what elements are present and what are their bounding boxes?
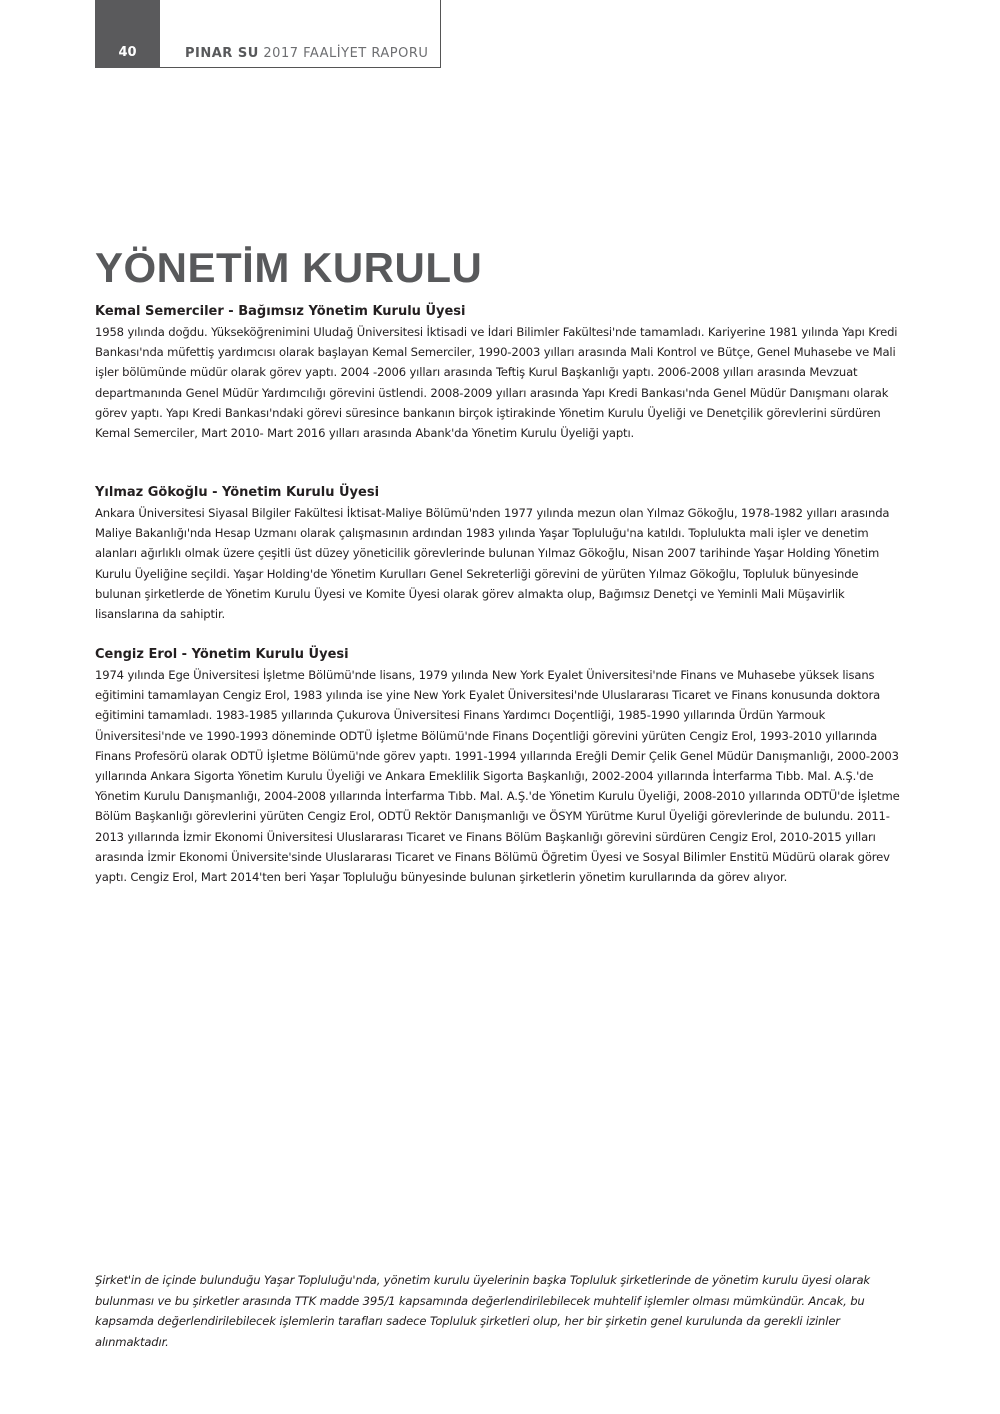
footnote: Şirket'in de içinde bulunduğu Yaşar Topluluğu'nda, yönetim kurulu üyelerinin başka Topluluk şirketlerinde de yönetim kurulu üyesi olarak bulunması ve bu şirketler arasında TTK madde 395/1 kapsamında değerlendirilebilecek muhtelif işlemler olması mümkündür. Ancak, bu kapsamda değerlendirilebilecek işlemlerin tarafları sadece Topluluk şirketleri olup, her bir şirketin genel kurulunda da gerekli izinler alınmaktadır.	[95, 1273, 870, 1349]
report-title	[185, 46, 428, 61]
report-subtitle: 2017 FAALİYET RAPORU	[258, 46, 429, 61]
member-bio: Ankara Üniversitesi Siyasal Bilgiler Fakültesi İktisat-Maliye Bölümü'nden 1977 yılında mezun olan Yılmaz Gökoğlu, 1978-1982 yılları arasında Maliye Bakanlığı'nda Hesap Uzmanı olarak çalışmasının ardından 1983 yılında Yaşar Topluluğu'na katıldı. Toplulukta mali işler ve denetim alanları ağırlıklı olmak üzere çeşitli üst düzey yöneticilik görevlerinde bulunan Yılmaz Gökoğlu, Nisan 2007 tarihinde Yaşar Holding Yönetim Kurulu Üyeliğine seçildi. Yaşar Holding'de Yönetim Kurulları Genel Sekreterliği görevini de yürüten Yılmaz Gökoğlu, Topluluk bünyesinde bulunan şirketlerde de Yönetim Kurulu Üyesi ve Komite Üyesi olarak görev almakta olup, Bağımsız Denetçi ve Yeminli Mali Müşavirlik lisanslarına da sahiptir.	[95, 506, 890, 622]
report-brand: PINAR SU	[185, 46, 259, 61]
page-title: YÖNETİM KURULU	[95, 244, 483, 291]
member-section	[95, 645, 905, 887]
member-section	[95, 302, 905, 443]
member-heading: Yılmaz Gökoğlu - Yönetim Kurulu Üyesi	[95, 485, 380, 500]
member-heading: Kemal Semerciler - Bağımsız Yönetim Kurulu Üyesi	[95, 304, 466, 319]
member-bio: 1974 yılında Ege Üniversitesi İşletme Bölümü'nde lisans, 1979 yılında New York Eyalet Üniversitesi'nde Finans ve Muhasebe yüksek lisans eğitimini tamamlayan Cengiz Erol, 1983 yılında ise yine New York Eyalet Üniversitesi'nde Uluslararası Ticaret ve Finans konusunda doktora eğitimini tamamladı. 1983-1985 yıllarında Çukurova Üniversitesi Finans Yardımcı Doçentliği, 1985-1990 yıllarında Ürdün Yarmouk Üniversitesi'nde ve 1990-1993 döneminde ODTÜ İşletme Bölümü'nde Finans Doçentliği görevini yürüten Cengiz Erol, 1993-2010 yıllarında Finans Profesörü olarak ODTÜ İşletme Bölümü'nde görev yaptı. 1991-1994 yıllarında Ereğli Demir Çelik Genel Müdür Danışmanlığı, 2000-2003 yıllarında Ankara Sigorta Yönetim Kurulu Üyeliği ve Ankara Emeklilik Sigorta Başkanlığı, 2002-2004 yıllarında İnterfarma Tıbb. Mal. A.Ş.'de Yönetim Kurulu Danışmanlığı, 2004-2008 yıllarında İnterfarma Tıbb. Mal. A.Ş.'de Yönetim Kurulu Üyeliği, 2008-2010 yıllarında ODTÜ'de İşletme Bölüm Başkanlığı görevlerini yürüten Cengiz Erol, ODTÜ Rektör Danışmanlığı ve ÖSYM Yürütme Kurul Üyeliği görevlerinde de bulundu. 2011-2013 yıllarında İzmir Ekonomi Üniversitesi Uluslararası Ticaret ve Finans Bölüm Başkanlığı görevini sürdüren Cengiz Erol, 2010-2015 yılları arasında İzmir Ekonomi Üniversite'sinde Uluslararası Ticaret ve Finans Bölümü Öğretim Üyesi ve Sosyal Bilimler Enstitü Müdürü olarak görev yaptı. Cengiz Erol, Mart 2014'ten beri Yaşar Topluluğu bünyesinde bulunan şirketlerin yönetim kurullarında da görev alıyor.	[95, 668, 900, 885]
page-number-box	[95, 0, 160, 68]
page-number: 40	[118, 45, 137, 60]
member-section	[95, 483, 905, 624]
member-bio: 1958 yılında doğdu. Yükseköğrenimini Uludağ Üniversitesi İktisadi ve İdari Bilimler Fakültesi'nde tamamladı. Kariyerine 1981 yılında Yapı Kredi Bankası'nda müfettiş yardımcısı olarak başlayan Kemal Semerciler, 1990-2003 yılları arasında Mali Kontrol ve Bütçe, Genel Muhasebe ve Mali işler bölümünde müdür olarak görev yaptı. 2004 -2006 yılları arasında Teftiş Kurul Başkanlığı yaptı. 2006-2008 yılları arasında Mevzuat departmanında Genel Müdür Yardımcılığı görevini üstlendi. 2008-2009 yılları arasında Yapı Kredi Bankası'nda Genel Müdür Danışmanı olarak görev yaptı. Yapı Kredi Bankası'ndaki görevi süresince bankanın birçok iştirakinde Yönetim Kurulu Üyeliği ve Denetçilik görevlerini sürdüren Kemal Semerciler, Mart 2010- Mart 2016 yılları arasında Abank'da Yönetim Kurulu Üyeliği yaptı.	[95, 325, 898, 441]
member-heading: Cengiz Erol - Yönetim Kurulu Üyesi	[95, 647, 349, 662]
